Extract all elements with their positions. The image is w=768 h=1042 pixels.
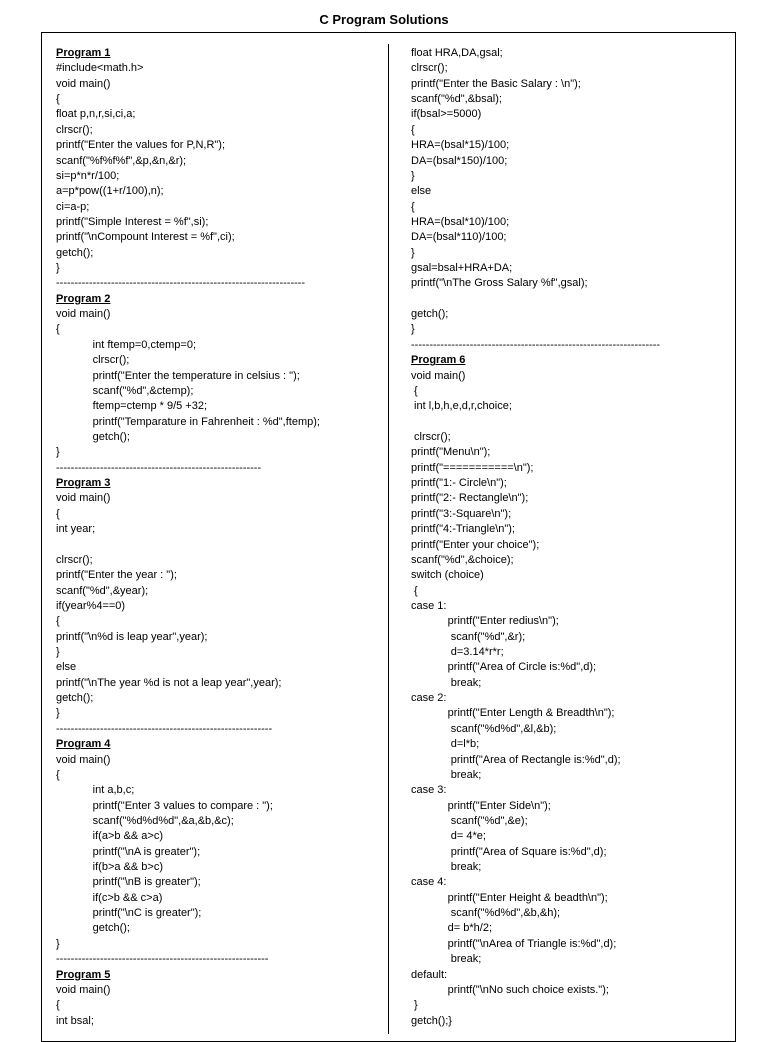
code-line: float p,n,r,si,ci,a; [56, 108, 136, 121]
separator-line: -------------------------------------------------------------------- [56, 277, 306, 290]
code-line: int ftemp=0,ctemp=0; [56, 338, 197, 351]
code-line: a=p*pow((1+r/100),n); [56, 185, 164, 198]
code-line [56, 538, 376, 553]
code-line: } [56, 937, 60, 950]
code-line: printf("Enter Side\n"); [411, 799, 551, 812]
code-line: scanf("%d",&ctemp); [56, 384, 194, 397]
code-line: #include<math.h> [56, 62, 144, 75]
code-line: clrscr(); [56, 553, 93, 566]
code-line: int l,b,h,e,d,r,choice; [411, 400, 512, 413]
code-line: default: [411, 968, 448, 981]
code-line: int bsal; [56, 1014, 94, 1027]
code-line: case 1: [411, 599, 447, 612]
code-line: clrscr(); [56, 354, 130, 367]
code-line: void main() [56, 753, 111, 766]
code-line: { [56, 768, 60, 781]
code-line: printf("Enter the year : "); [56, 569, 177, 582]
code-line: printf("Menu\n"); [411, 446, 491, 459]
code-line: getch(); [56, 922, 130, 935]
code-line: getch(); [56, 692, 94, 705]
code-line: scanf("%d",&year); [56, 584, 149, 597]
code-line: scanf("%d%d",&l,&b); [411, 722, 557, 735]
code-line: DA=(bsal*150)/100; [411, 154, 508, 167]
code-line: printf("Area of Circle is:%d",d); [411, 661, 597, 674]
code-line: if(bsal>=5000) [411, 108, 482, 121]
code-line: ftemp=ctemp * 9/5 +32; [56, 400, 208, 413]
code-line: } [411, 999, 418, 1012]
code-line: { [411, 123, 415, 136]
code-line: int year; [56, 523, 96, 536]
right-column [411, 46, 731, 1029]
code-line: getch(); [56, 430, 130, 443]
code-line: } [411, 246, 415, 259]
program-heading: Program 3 [56, 477, 111, 490]
code-line: scanf("%d",&choice); [411, 553, 514, 566]
code-line: getch(); [411, 308, 449, 321]
separator-line: -------------------------------------------------------- [56, 461, 262, 474]
code-line: getch();} [411, 1014, 452, 1027]
code-line: else [411, 185, 432, 198]
code-line: { [56, 323, 60, 336]
code-line: printf("Enter Length & Breadth\n"); [411, 707, 615, 720]
code-line: break; [411, 768, 482, 781]
code-line: clrscr(); [411, 430, 451, 443]
code-line: printf("===========\n"); [411, 461, 534, 474]
code-line: break; [411, 861, 482, 874]
code-line: d= 4*e; [411, 830, 486, 843]
code-line: scanf("%d%d%d",&a,&b,&c); [56, 814, 234, 827]
program-heading: Program 6 [411, 354, 466, 367]
code-line: void main() [56, 308, 111, 321]
code-line: printf("\nThe Gross Salary %f",gsal); [411, 277, 588, 290]
code-line: { [56, 999, 60, 1012]
code-line [411, 415, 731, 430]
code-line: si=p*n*r/100; [56, 169, 120, 182]
code-line: HRA=(bsal*15)/100; [411, 139, 510, 152]
code-line: d=l*b; [411, 738, 480, 751]
code-line: } [56, 446, 60, 459]
code-line: printf("\nA is greater"); [56, 845, 201, 858]
code-line: case 4: [411, 876, 447, 889]
code-line: printf("\nB is greater"); [56, 876, 201, 889]
code-line [411, 292, 731, 307]
code-line: getch(); [56, 246, 94, 259]
code-line: printf("\nArea of Triangle is:%d",d); [411, 937, 617, 950]
code-line: } [56, 262, 60, 275]
code-line: printf("\nNo such choice exists."); [411, 983, 609, 996]
code-line: void main() [56, 77, 111, 90]
code-line: } [411, 169, 415, 182]
code-line: if(c>b && c>a) [56, 891, 163, 904]
code-line: scanf("%d%d",&b,&h); [411, 907, 561, 920]
code-line: printf("Enter the temperature in celsius : "); [56, 369, 300, 382]
code-line: clrscr(); [411, 62, 448, 75]
code-line: printf("\nC is greater"); [56, 907, 202, 920]
code-line: scanf("%f%f%f",&p,&n,&r); [56, 154, 187, 167]
code-line: printf("2:- Rectangle\n"); [411, 492, 529, 505]
code-line: printf("\n%d is leap year",year); [56, 630, 208, 643]
code-line: scanf("%d",&e); [411, 814, 528, 827]
code-line: d= b*h/2; [411, 922, 493, 935]
code-line: if(b>a && b>c) [56, 861, 163, 874]
code-line: int a,b,c; [56, 784, 135, 797]
code-line: printf("1:- Circle\n"); [411, 477, 507, 490]
page-title: C Program Solutions [319, 12, 449, 27]
code-line: break; [411, 676, 482, 689]
program-heading: Program 5 [56, 968, 111, 981]
code-line: else [56, 661, 77, 674]
code-line: scanf("%d",&bsal); [411, 93, 502, 106]
code-line: { [56, 93, 60, 106]
code-line: HRA=(bsal*10)/100; [411, 215, 510, 228]
code-line: } [56, 646, 60, 659]
code-line: break; [411, 953, 482, 966]
code-line: printf("Enter your choice"); [411, 538, 540, 551]
code-line: { [411, 384, 418, 397]
code-line: { [411, 200, 415, 213]
code-line: ci=a-p; [56, 200, 90, 213]
code-line: void main() [56, 492, 111, 505]
code-line: printf("Enter 3 values to compare : "); [56, 799, 273, 812]
code-line: clrscr(); [56, 123, 93, 136]
separator-line: ----------------------------------------------------------- [56, 722, 273, 735]
code-line: { [56, 615, 60, 628]
separator-line: ---------------------------------------------------------- [56, 953, 269, 966]
code-line: void main() [411, 369, 466, 382]
code-line: printf("Enter the values for P,N,R"); [56, 139, 226, 152]
code-line: if(a>b && a>c) [56, 830, 163, 843]
code-line: printf("\nCompount Interest = %f",ci); [56, 231, 235, 244]
code-line: scanf("%d",&r); [411, 630, 526, 643]
separator-line: -------------------------------------------------------------------- [411, 338, 661, 351]
code-line: printf("Temparature in Fahrenheit : %d",ftemp); [56, 415, 320, 428]
code-line: printf("Area of Rectangle is:%d",d); [411, 753, 621, 766]
code-line: { [411, 584, 418, 597]
code-line: case 3: [411, 784, 447, 797]
code-line: float HRA,DA,gsal; [411, 47, 503, 59]
code-line: printf("Enter redius\n"); [411, 615, 559, 628]
code-line: switch (choice) [411, 569, 484, 582]
code-line: case 2: [411, 692, 447, 705]
program-heading: Program 4 [56, 738, 111, 751]
program-heading: Program 2 [56, 292, 111, 305]
code-line: printf("Enter Height & beadth\n"); [411, 891, 608, 904]
code-line: DA=(bsal*110)/100; [411, 231, 507, 244]
program-heading: Program 1 [56, 47, 111, 59]
code-line: } [411, 323, 415, 336]
code-line: printf("3:-Square\n"); [411, 507, 512, 520]
code-line: void main() [56, 983, 111, 996]
code-line: printf("Simple Interest = %f",si); [56, 215, 209, 228]
code-line: d=3.14*r*r; [411, 646, 504, 659]
code-line: printf("Area of Square is:%d",d); [411, 845, 607, 858]
code-line: } [56, 707, 60, 720]
code-line: printf("\nThe year %d is not a leap year",year); [56, 676, 282, 689]
code-line: gsal=bsal+HRA+DA; [411, 262, 513, 275]
column-divider [388, 44, 389, 1034]
code-line: printf("4:-Triangle\n"); [411, 523, 515, 536]
code-line: if(year%4==0) [56, 599, 126, 612]
code-line: { [56, 507, 60, 520]
code-line: printf("Enter the Basic Salary : \n"); [411, 77, 581, 90]
left-column [56, 46, 376, 1029]
